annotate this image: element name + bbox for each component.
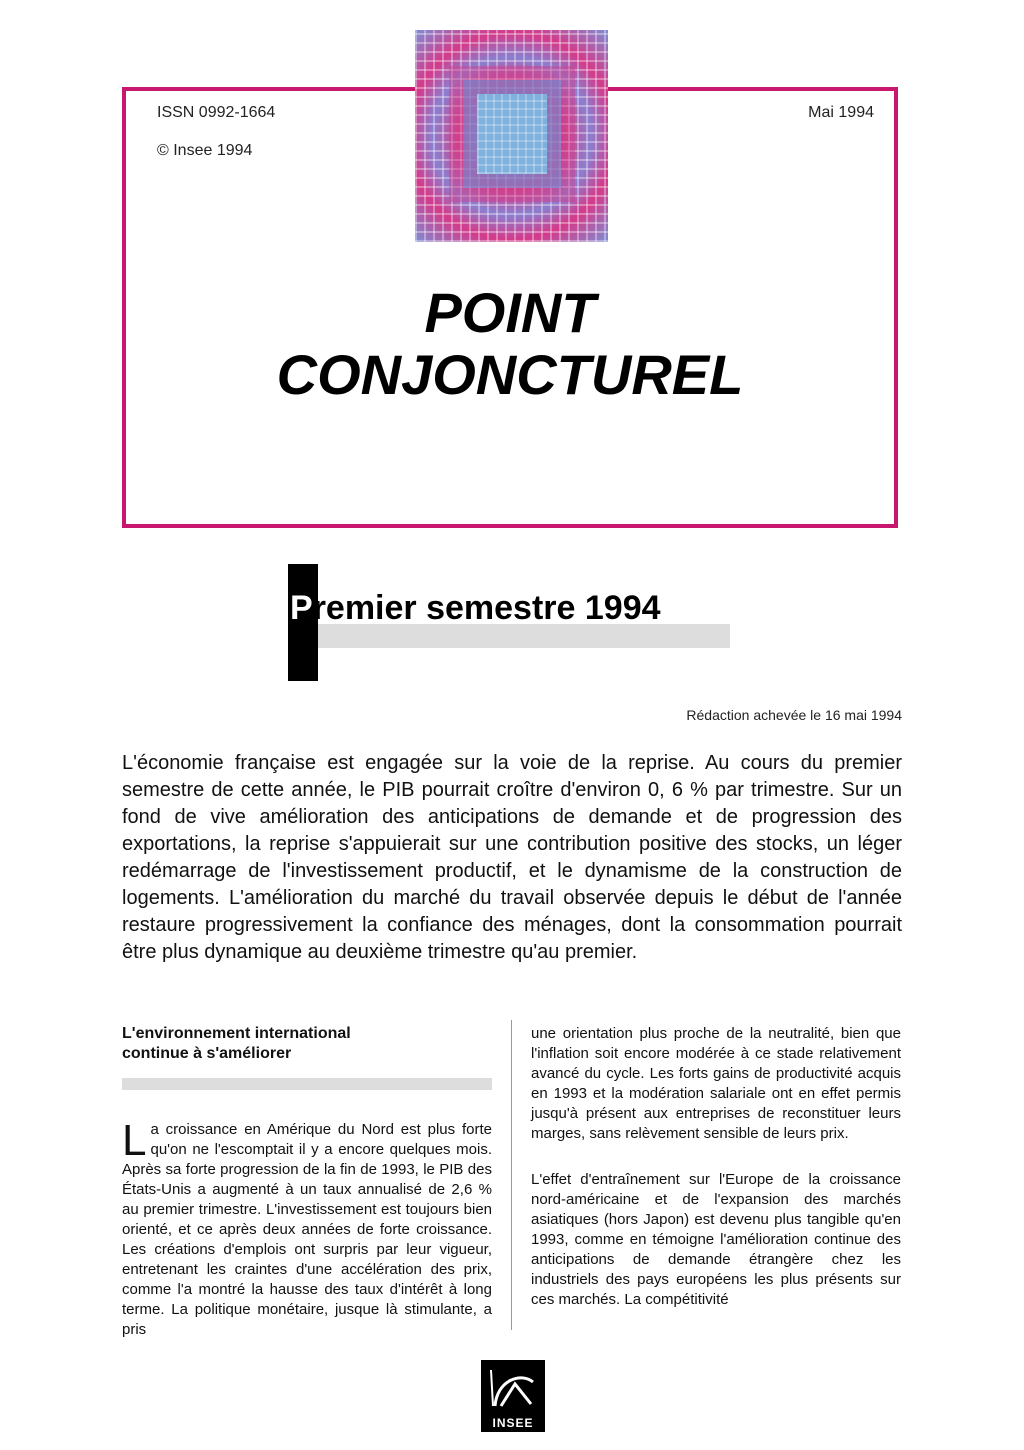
issn-number: ISSN 0992-1664 [157,104,276,121]
redaction-date: Rédaction achevée le 16 mai 1994 [686,707,902,723]
column-divider [511,1020,512,1330]
copyright-notice: © Insee 1994 [157,142,253,159]
page-title [122,282,898,406]
left-paragraph [122,1116,492,1340]
section-heading-line-1: L'environnement international [122,1025,351,1042]
right-paragraph-1: une orientation plus proche de la neutralité, bien que l'inflation soit encore modérée à ce stade relativement avancé du cycle. Les forts gains de productivité acquis en 1993 et la modération salariale ont en effet permis jusqu'à présent aux entreprises de reconstituer leurs marges, sans relèvement sensible de leurs prix. [531,1025,901,1142]
insee-logo-icon [481,1360,545,1416]
section-heading [122,1024,492,1064]
title-line-1: POINT [424,281,596,344]
publication-date: Mai 1994 [808,104,874,121]
subtitle [290,588,661,628]
cover-pattern-center [477,94,547,174]
intro-paragraph: L'économie française est engagée sur la voie de la reprise. Au cours du premier semestre de cette année, le PIB pourrait croître d'environ 0, 6 % par trimestre. Sur un fond de vive amélioration des anticipations de demande et de progression des exportations, la reprise s'appuierait sur une contribution positive des stocks, un léger redémarrage de l'investissement productif, et le dynamisme de la construction de logements. L'amélioration du marché du travail observée depuis le début de l'année restaure progressivement la confiance des ménages, dont la consommation pourrait être plus dynamique au deuxième trimestre qu'au premier. [122,752,902,963]
subtitle-first-letter: P [290,589,313,627]
insee-logo [481,1360,545,1432]
subtitle-rest: remier semestre 1994 [312,589,661,627]
right-column [531,1024,901,1310]
title-line-2: CONJONCTUREL [276,343,744,406]
drop-cap: L [122,1116,147,1165]
section-heading-line-2: continue à s'améliorer [122,1045,292,1062]
cover-pattern-image [415,30,608,242]
insee-logo-text: INSEE [492,1416,534,1430]
left-column [122,1024,492,1340]
right-paragraph-2: L'effet d'entraînement sur l'Europe de la croissance nord-américaine et de l'expansion des marchés asiatiques (hors Japon) est devenu plus tangible qu'en 1993, comme en témoigne l'amélioration continue des anticipations de demande étrangère chez les industriels des pays européens les plus présents sur ces marchés. La compétitivité [531,1171,901,1308]
left-paragraph-text: a croissance en Amérique du Nord est plus forte qu'on ne l'escomptait il y a encore quelques mois. Après sa forte progression de la fin de 1993, le PIB des États-Unis a augmenté à un taux annualisé de 2,6 % au premier trimestre. L'investissement est toujours bien orienté, et ce après deux années de forte croissance. Les créations d'emplois ont surpris par leur vigueur, entretenant les craintes d'une accélération des prix, comme l'a montré la hausse des taux d'intérêt à long terme. La politique monétaire, jusque là stimulante, a pris [122,1121,492,1338]
section-heading-rule [122,1078,492,1090]
